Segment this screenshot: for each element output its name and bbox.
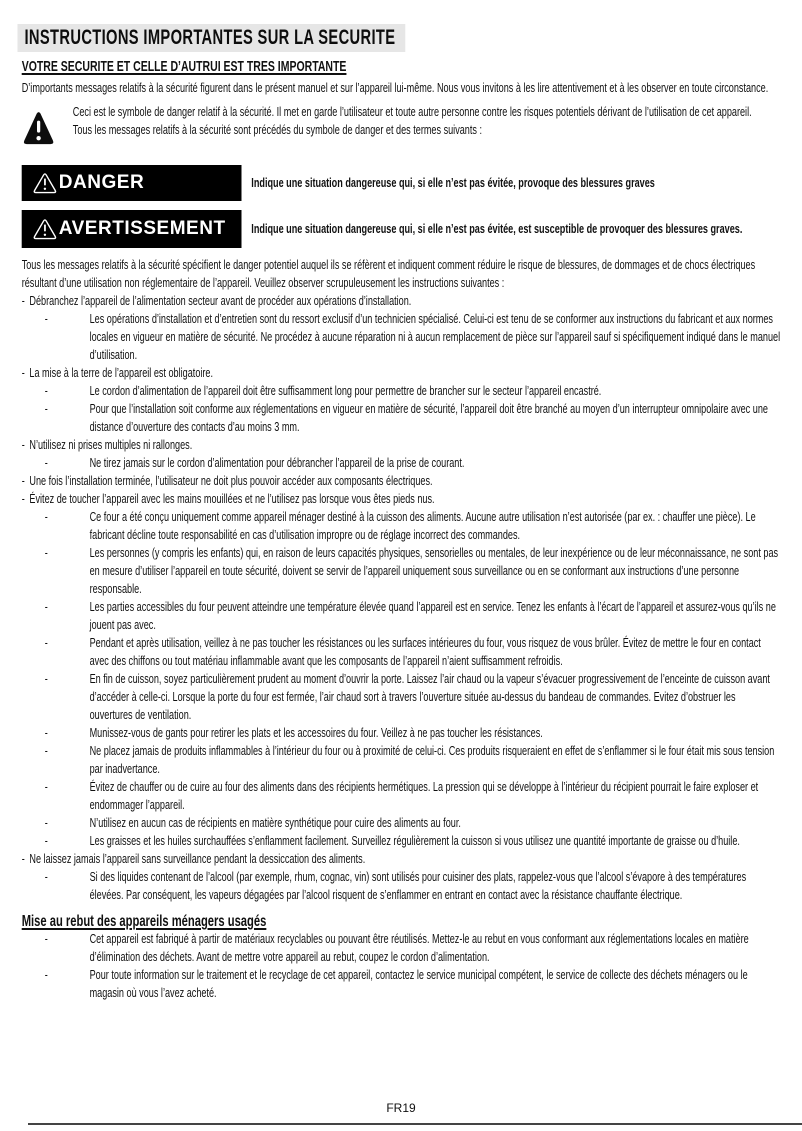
symbol-note-text	[73, 103, 752, 139]
list-item	[22, 382, 781, 400]
list-item	[22, 850, 781, 868]
bullet-dash: -	[44, 401, 48, 416]
list-item-text: Ne laissez jamais l’appareil sans surveillance pendant la dessiccation des aliments.	[29, 851, 366, 866]
list-item	[22, 634, 781, 670]
list-item	[22, 724, 781, 742]
bullet-dash: -	[44, 311, 48, 326]
avertissement-box	[22, 210, 242, 248]
bullet-dash: -	[21, 851, 25, 866]
list-item-text: Cet appareil est fabriqué à partir de matériaux recyclables ou pouvant être réutilisés. Mettez-le au rebut en vous conformant aux réglementations locales en matière d’élimination des déchets. Avant de mettre votre appareil au rebut, coupez le cordon d’alimentation.	[89, 931, 749, 964]
bullet-dash: -	[44, 967, 48, 982]
danger-box	[22, 165, 242, 201]
list-item	[22, 670, 781, 724]
list-item-text: Pour toute information sur le traitement et le recyclage de cet appareil, contactez le service municipal compétent, le service de collecte des déchets ménagers ou le magasin où vous l’avez acheté.	[89, 967, 748, 1000]
list-item	[22, 868, 781, 904]
bullet-dash: -	[44, 815, 48, 830]
bullet-dash: -	[44, 779, 48, 794]
list-item	[22, 742, 781, 778]
safety-intro: Tous les messages relatifs à la sécurité spécifient le danger potentiel auquel ils se réfèrent et indiquent comment réduire le risque de blessures, de dommages et de chocs électriques résultant d’une utilisation non réglementaire de l’appareil. Veuillez observer scrupuleusement les instructions suivantes :	[21, 257, 756, 290]
bullet-dash: -	[44, 743, 48, 758]
bullet-dash: -	[44, 869, 48, 884]
list-item	[22, 310, 781, 364]
warning-triangle-outline-icon	[33, 170, 57, 196]
list-item-text: Le cordon d’alimentation de l’appareil doit être suffisamment long pour permettre de brancher sur le secteur l’appareil encastré.	[89, 383, 602, 398]
page-number: FR19	[386, 1101, 416, 1115]
list-item-text: Les graisses et les huiles surchauffées s’enflamment facilement. Surveillez régulièrement la cuisson si vous utilisez une quantité importante de graisse ou d’huile.	[89, 833, 740, 848]
list-item-text: Débranchez l’appareil de l’alimentation secteur avant de procéder aux opérations d’installation.	[29, 293, 412, 308]
list-item	[22, 364, 781, 382]
list-item-text: N’utilisez en aucun cas de récipients en matière synthétique pour cuire des aliments au four.	[89, 815, 461, 830]
list-item-text: Pendant et après utilisation, veillez à ne pas toucher les résistances ou les surfaces intérieures du four, vous risquez de vous brûler. Évitez de mettre le four en contact avec des chiffons ou tout matériau inflammable avant que les composants de l’appareil n’aient suffisamment refroidis.	[89, 635, 761, 668]
bullet-dash: -	[44, 931, 48, 946]
list-item	[22, 544, 781, 598]
list-item-text: Les personnes (y compris les enfants) qui, en raison de leurs capacités physiques, sensorielles ou mentales, de leur inexpérience ou de leur méconnaissance, ne sont pas en mesure d’utiliser l’appareil en toute sécurité, doivent se servir de l’appareil uniquement sous surveillance ou en se conformant aux instructions d’une personne responsable.	[89, 545, 779, 596]
list-item-text: Évitez de toucher l’appareil avec les mains mouillées et ne l’utilisez pas lorsque vous êtes pieds nus.	[29, 491, 435, 506]
warning-triangle-icon	[23, 103, 54, 153]
list-item	[22, 966, 781, 1002]
list-item	[22, 508, 781, 544]
avertissement-label: AVERTISSEMENT	[58, 218, 226, 239]
bullet-dash: -	[44, 833, 48, 848]
safety-instructions-list	[22, 292, 781, 904]
bullet-dash: -	[44, 725, 48, 740]
list-item	[22, 930, 781, 966]
list-item	[22, 778, 781, 814]
list-item-text: Si des liquides contenant de l’alcool (par exemple, rhum, cognac, vin) sont utilisés pour cuisiner des plats, rappelez-vous que l’alcool s’évapore à des températures élevées. Par conséquent, les vapeurs dégagées par l’alcool risquent de s’enflammer en entrant en contact avec la résistance chauffante électrique.	[89, 869, 747, 902]
importance-body: D’importants messages relatifs à la sécurité figurent dans le présent manuel et sur l’appareil lui-même. Nous vous invitons à les lire attentivement et à les observer en toute circonstance.	[21, 80, 769, 95]
list-item	[22, 400, 781, 436]
list-item	[22, 598, 781, 634]
bullet-dash: -	[44, 599, 48, 614]
list-item	[22, 436, 781, 454]
list-item-text: Ce four a été conçu uniquement comme appareil ménager destiné à la cuisson des aliments. Aucune autre utilisation n’est autorisée (par ex. : chauffer une pièce). Le fabricant décline toute responsabilité en cas d’utilisation impropre ou de réglage incorrect des commandes.	[89, 509, 756, 542]
footer-divider	[28, 1123, 802, 1125]
importance-heading: VOTRE SECURITE ET CELLE D’AUTRUI EST TRES IMPORTANTE	[21, 58, 347, 75]
bullet-dash: -	[44, 635, 48, 650]
list-item-text: Ne tirez jamais sur le cordon d’alimentation pour débrancher l’appareil de la prise de courant.	[89, 455, 465, 470]
list-item-text: Ne placez jamais de produits inflammables à l’intérieur du four ou à proximité de celui-ci. Ces produits risqueraient en effet de s’enflammer si le four était mis sous tension par inadvertance.	[89, 743, 775, 776]
list-item-text: N’utilisez ni prises multiples ni rallonges.	[29, 437, 193, 452]
danger-symbol-note	[22, 103, 781, 157]
avertissement-description: Indique une situation dangereuse qui, si elle n’est pas évitée, est susceptible de provoquer des blessures graves.	[251, 221, 743, 236]
list-item-text: En fin de cuisson, soyez particulièrement prudent au moment d’ouvrir la porte. Laissez l’air chaud ou la vapeur s’évacuer progressivement de l’enceinte de cuisson avant d’accéder à celle-ci. Lorsque la porte du four est fermée, l’air chaud sort à travers l’ouverture située au-dessus du bandeau de commandes. Evitez d’obstruer les ouvertures de ventilation.	[89, 671, 770, 722]
disposal-heading: Mise au rebut des appareils ménagers usagés	[21, 913, 267, 930]
list-item-text: Munissez-vous de gants pour retirer les plats et les accessoires du four. Veillez à ne pas toucher les résistances.	[89, 725, 543, 740]
avertissement-row	[22, 210, 781, 248]
bullet-dash: -	[21, 491, 25, 506]
list-item	[22, 490, 781, 508]
disposal-list	[22, 930, 781, 1002]
warning-triangle-outline-icon	[33, 216, 57, 242]
bullet-dash: -	[44, 509, 48, 524]
list-item-text: Les parties accessibles du four peuvent atteindre une température élevée quand l’appareil est en service. Tenez les enfants à l’écart de l’appareil et assurez-vous qu’ils ne jouent pas avec.	[89, 599, 776, 632]
list-item-text: La mise à la terre de l’appareil est obligatoire.	[29, 365, 214, 380]
list-item-text: Les opérations d’installation et d’entretien sont du ressort exclusif d’un technicien spécialisé. Celui-ci est tenu de se conformer aux instructions du fabricant et aux normes locales en vigueur en matière de sécurité. Ne procédez à aucune réparation ni à aucun remplacement de pièce sur l’appareil sauf si spécifiquement indiqué dans le manuel d’utilisation.	[89, 311, 781, 362]
danger-label: DANGER	[58, 172, 145, 193]
bullet-dash: -	[44, 455, 48, 470]
symbol-note-line2: Tous les messages relatifs à la sécurité sont précédés du symbole de danger et des termes suivants :	[72, 122, 483, 137]
list-item-text: Une fois l’installation terminée, l’utilisateur ne doit plus pouvoir accéder aux composants électriques.	[29, 473, 433, 488]
bullet-dash: -	[21, 365, 25, 380]
list-item	[22, 472, 781, 490]
bullet-dash: -	[21, 437, 25, 452]
list-item	[22, 454, 781, 472]
bullet-dash: -	[44, 545, 48, 560]
list-item	[22, 292, 781, 310]
bullet-dash: -	[44, 671, 48, 686]
list-item	[22, 814, 781, 832]
bullet-dash: -	[44, 383, 48, 398]
list-item-text: Évitez de chauffer ou de cuire au four des aliments dans des récipients hermétiques. La pression qui se développe à l’intérieur du récipient pourrait le faire exploser et endommager l’appareil.	[89, 779, 759, 812]
page-title: INSTRUCTIONS IMPORTANTES SUR LA SECURITE	[18, 24, 406, 52]
symbol-note-line1: Ceci est le symbole de danger relatif à la sécurité. Il met en garde l’utilisateur et toute autre personne contre les risques potentiels dérivant de l’utilisation de cet appareil.	[72, 104, 752, 119]
danger-description: Indique une situation dangereuse qui, si elle n’est pas évitée, provoque des blessures graves	[251, 175, 655, 190]
bullet-dash: -	[21, 293, 25, 308]
bullet-dash: -	[21, 473, 25, 488]
danger-row	[22, 165, 781, 201]
list-item	[22, 832, 781, 850]
list-item-text: Pour que l’installation soit conforme aux réglementations en vigueur en matière de sécurité, l’appareil doit être branché au moyen d’un interrupteur omnipolaire avec une distance d’ouverture des contacts d’au moins 3 mm.	[89, 401, 768, 434]
